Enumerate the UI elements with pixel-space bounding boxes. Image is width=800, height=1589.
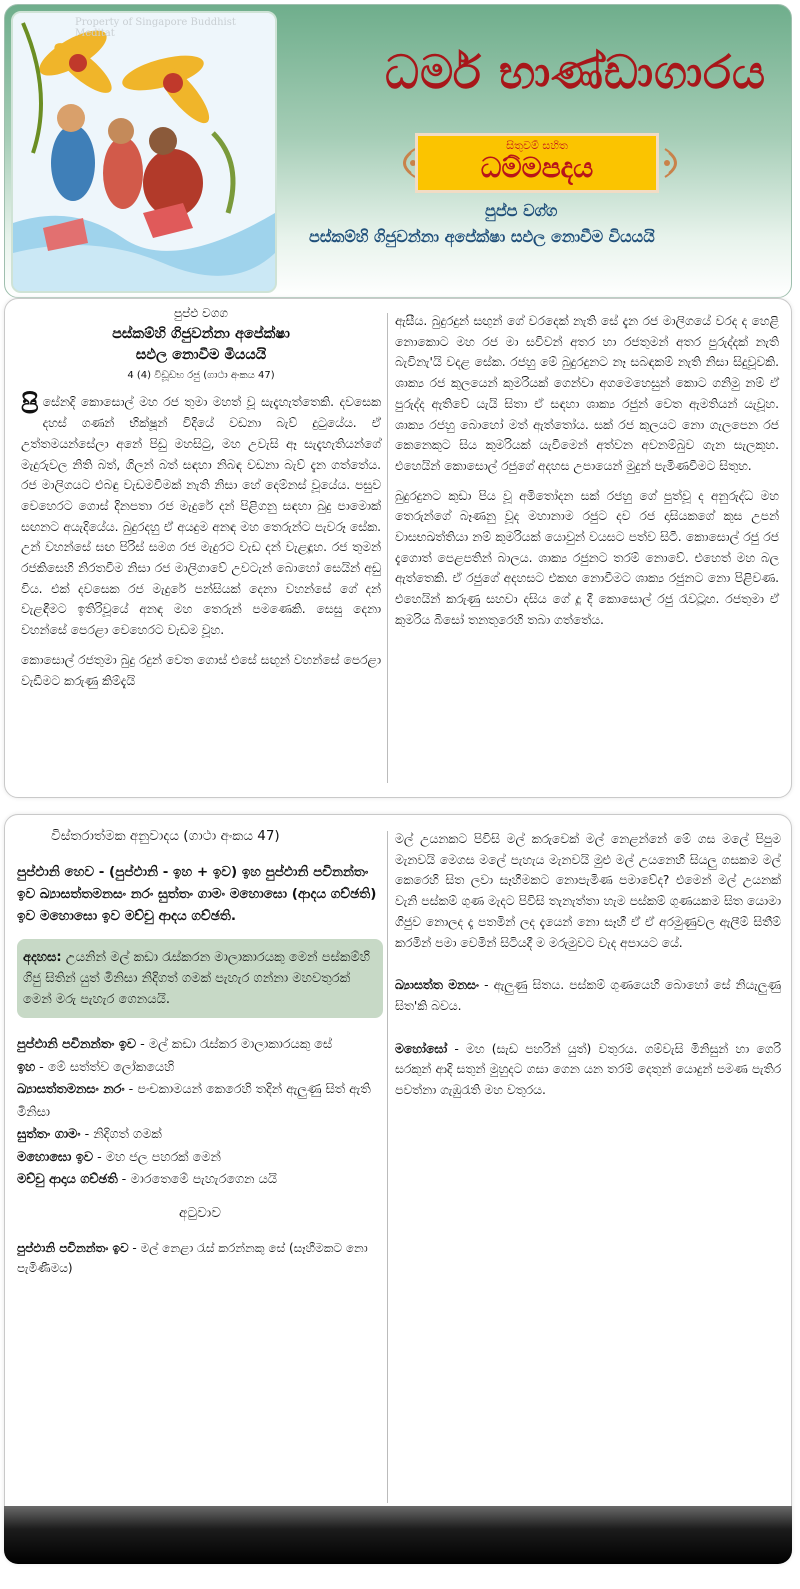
word-definition [17, 1034, 383, 1057]
commentary-panel [4, 814, 792, 1564]
story-paragraph-2: කොසොල් රජතුමා බුදු රදුන් වෙත ගොස් එසේ සඟුන් වහන්සේ පෙරළා වැඩීමට කරුණු කිම්දැයි [21, 652, 381, 688]
commentary-term: ඛ්‍යාසත්ත මනසං [395, 978, 480, 993]
story-paragraph-1-text: සේනදි කොසොල් මහ රජ තුමා මහත් වූ සැදැහැත්තෙකි. දවසෙක දහස් ගණන් භික්ෂූන් විදියේ වඩනා බැව් දුටුයේය. ඒ උත්තමයන්සේලා අනේ පිඩු මහසිටු, මහ උවැසි ඈ සැදැහැතියන්ගේ මැදුරුවල නිති බත්, ගිලන් බත් සඳහා නිබඳ වඩනා බැව් දැන ගත්තේය. රජ මාලිගයට එබඳු වැඩමවීමක් නැති නිසා හේ දෙම්නස් වූයේය. පසුව වෙහෙරට ගොස් දිනපතා රජ මැදුරේ දන් පිළිගනු සඳහා බුදු පාමොක් සඟනට අයැදියේය. බුදුරදහු ඒ අයදුම අනඳ මහ තෙරුන්ට පැවරූ සේක. උන් වහන්සේ සඟ පිරිස් සමග රජ මැදුරට වැඩ දන් වැළඳූහ. රජ තුමන් රජකිසෙහි නිරතවීම නිසා රජ මාලිගාවේ උවටැන් බොහෝ සෙයින් අඩු විය. එක් දවසෙක රජ මැදුරේ පන්සියක් දෙනා වහන්සේ ගේ දන් වැළඳීමට ඉතිරිවූයේ අනඳ මහ තෙරුන් පමණෙකි. සෙසු දෙනා වහන්සේ පෙරළා වෙහෙරට වැඩම වූහ. [21, 395, 381, 638]
word-definition [17, 1147, 383, 1170]
commentary-term: මහෝඝෝ [395, 1041, 448, 1056]
book-name: ධම්මපදය [480, 151, 594, 184]
book-banner [415, 133, 659, 193]
commentary-term-text: - ඇලුණු සිතය. පස්කම් ගුණයෙහි බොහෝ සේ නියැලුණු සිත'කි බවය. [395, 978, 781, 1013]
left-ornament-icon [391, 145, 417, 181]
story-title-line2: සඵල නොවීම මියයයි [135, 346, 267, 363]
atuva-heading: අටුවාව [179, 1204, 221, 1221]
word-term: පුප්ඵානි පචිනන්තං ඉව [17, 1037, 137, 1052]
word-term: ඛ්‍යාසත්තමනසං නරං [17, 1082, 125, 1097]
chapter-name: පුප්ප වග්ග [485, 201, 558, 220]
meaning-label: අදහස: [23, 950, 62, 965]
book-banner-group [395, 133, 685, 195]
commentary-heading: විස්තරාත්මක අනුවාදය (ගාථා අංකය 47) [51, 828, 280, 844]
commentary-term-text: - මහ (සැඩ පහරින් යුත්) වතුරය. ගම්වැසි මිනිසුන් හා ගෙරි සරකුන් ආදි සතුන් මුහුදට ගසා ගෙන යන තරම් දෙතුන් යොදුන් පමණ පැතිර පවත්නා ගැඹුරැති මහ වතුරය. [395, 1041, 781, 1098]
word-definition [17, 1124, 383, 1147]
commentary-paragraph-3 [395, 1039, 781, 1101]
word-meaning: - මේ සත්ත්ව ලෝකයෙහි [35, 1059, 175, 1075]
illustration-art [13, 13, 275, 291]
commentary-paragraph-1: මල් උයනකට පිවිසි මල් කරුවෙක් මල් නෙළන්නේ මේ ගස මලේ පිපුම මැනවයි මෙගස මලේ පැහැය මැනවයි මුළු මල් උයනෙහි සියලු ගසකම මල් කෙරෙහි සිත ලවා සෑහීමකට නොපැමිණ පමාවේද? එමෙන් මල් උයනක් වැනි පස්කම් ගුණ මැදට පිවිසි තැනැත්තා හැම පස්කම් ගුණයකම සිත යොමා ගිජුව නොලද දෑ පතමින් ලද දැයෙන් නො සෑහී ඒ ඒ අරමුණුවල ඇලීම් සිතීම් කරමින් පමා වෙමින් සිටියදී ම මරුමුවට වැද අපායට යේ. [395, 832, 781, 950]
atuva-term: පුප්ඵානි පචිනන්තං ඉව [17, 1240, 129, 1255]
site-title: ධර්ම භාණ්ඩාගාරය [385, 45, 767, 99]
word-meaning: - මල් කඩා රැස්කර මාලාකාරයකු සේ [136, 1037, 333, 1052]
story-reference: 4 (4) විඩූඩභ රජු (ගාථා අංකය 47) [127, 369, 275, 381]
commentary-left-column [13, 815, 387, 1563]
commentary-right-column [391, 815, 785, 1563]
atuva-text: - මල් නෙළා රැස් කරන්නකු සේ (සෑහීමකට නො පැමිණීමය) [17, 1240, 368, 1275]
word-term: මහොඝො ඉව [17, 1149, 93, 1165]
word-term: ඉහ [17, 1059, 36, 1075]
word-definition [17, 1079, 383, 1124]
right-ornament-icon [663, 145, 689, 181]
story-paragraph-3: ඇසීය. බුදුරදුන් සඟුන් ගේ වරදෙක් නැති සේ දැන රජ මාලිගයේ වරද ද හෙළි නොකොට මහ රජ මා සවිවන් අතර හා රජතුමන් අතර පුරුද්දක් නැති බැවිනැ'යි වදළ සේක. රජහු මේ බුදුරදුනට නෑ සබඳකම් නැති නිසා සිදුවූවකි. ශාක්‍ය රජ කුලයෙන් කුමරියක් ගෙන්වා අගමෙහෙසුන් කොට ගනිමු නම් ඒ පුරුද්ද ඇතිවේ යැයි සිතා ඒ සඳහා ශාක්‍ය රජුන් වෙත ඇමතියන් යැවූහ. ශාක්‍ය රජහු බොහෝ මත් ඇත්තෝය. සක් රජ කුලයට නො ගැලපෙන රජ කෙනෙකුට සිය කුමරියක් යැවීමෙන් අත්වන අවනම්බුව ගැන සැලකුහ. එහෙයින් කොසොල් රජුගේ අදහස උපායෙන් මුදුන් පැමිණවීමට සිතුහ. [395, 314, 779, 473]
word-definition [17, 1057, 383, 1080]
story-right-column [391, 299, 783, 797]
word-meaning: - මහ ජල පහරක් මෙන් [93, 1149, 221, 1165]
word-definitions [17, 1034, 383, 1192]
word-term: මච්චු ආදාය ගච්ඡති [17, 1172, 118, 1187]
header-banner [4, 4, 792, 298]
column-divider [387, 831, 388, 1503]
gatha-text: පුප්ඵානි හෙව - (පුප්ඵානි - ඉහ + ඉව) ඉහ පුප්ඵානි පචිනන්තං ඉව ඛ්‍යාසත්තමනසං නරං සුත්තං ගාමං මහොඝො (ආදය ගච්ඡති) ඉව මහොඝො ඉව මච්චු ආදය ගච්ඡති. [17, 864, 377, 924]
story-title-line1: පස්කම්හි ගිජුවන්නා අපේක්ෂා [112, 325, 290, 342]
atuva-entry [17, 1238, 383, 1278]
word-meaning: - නිදිගත් ගමක් [80, 1127, 162, 1142]
column-divider [387, 313, 388, 783]
meaning-text: උයනින් මල් කඩා රැස්කරන මාලාකාරයකු මෙන් පස්කම්හි ගිජු සිතින් යුත් මිනිසා නිදිගත් ගමක් පැහැර ගන්නා මහවතුරක් මෙන් මරු පැහැර ගෙනයයි. [23, 950, 370, 1007]
story-paragraph-4: බුදුරදුනට කුඩා පිය වූ අමිතෝදන සක් රජහු ගේ පුත්වූ ද අනුරුද්ධ මහ තෙරුන්ගේ බෑණනු වූද මහානාම රජුට දව රජ දාසියකගේ කුස උපන් වාසභඛත්තියා නම් කුමරියක් යොවුන් වයසට පත්ව සිටී. කොසොල් රජු රජ දැගොත් පෙළපතින් බාලය. ශාක්‍ය රජුනට තරම් නොවේ. එහෙත් මහ බල ඇත්තෙකි. ඒ රජුගේ අදහසට එකඟ නොවීමට ශාක්‍ය රජුනට නො පිළිවණ. එහෙයින් කරුණු සහවා දසිය ගේ දූ දී කොසොල් රජු රැවටූහ. රජතුමා ඒ කුමරිය බිසෝ තනතුරෙහි තබා ගත්තේය. [395, 488, 779, 627]
word-meaning: - මාරතෙමේ පැහැරගෙන යයි [117, 1172, 277, 1187]
drop-cap: පි [21, 390, 39, 421]
vagga-heading: පුප්ඵ වගග [174, 306, 228, 320]
commentary-paragraph-2 [395, 975, 781, 1016]
story-panel [4, 298, 792, 798]
illustration-caption: Property of Singapore Buddhist Meditat [75, 17, 236, 39]
word-definition [17, 1169, 383, 1192]
footer-bar [4, 1506, 792, 1564]
story-title-header: පස්කම්හි ගිජුවන්නා අපේක්ෂා සඵල නොවීම වියයයි [309, 227, 655, 246]
book-subtitle: සිතුවම් සහිත [506, 139, 568, 152]
story-paragraph-1 [21, 392, 381, 640]
story-illustration [11, 11, 277, 293]
meaning-box [17, 939, 383, 1018]
word-meaning: - පංචකාමයන් කෙරෙහි තදින් ඇලුණු සිත් ඇති මිනිසා [17, 1082, 371, 1120]
story-left-column [15, 299, 387, 797]
word-term: සුත්තං ගාමං [17, 1127, 81, 1142]
